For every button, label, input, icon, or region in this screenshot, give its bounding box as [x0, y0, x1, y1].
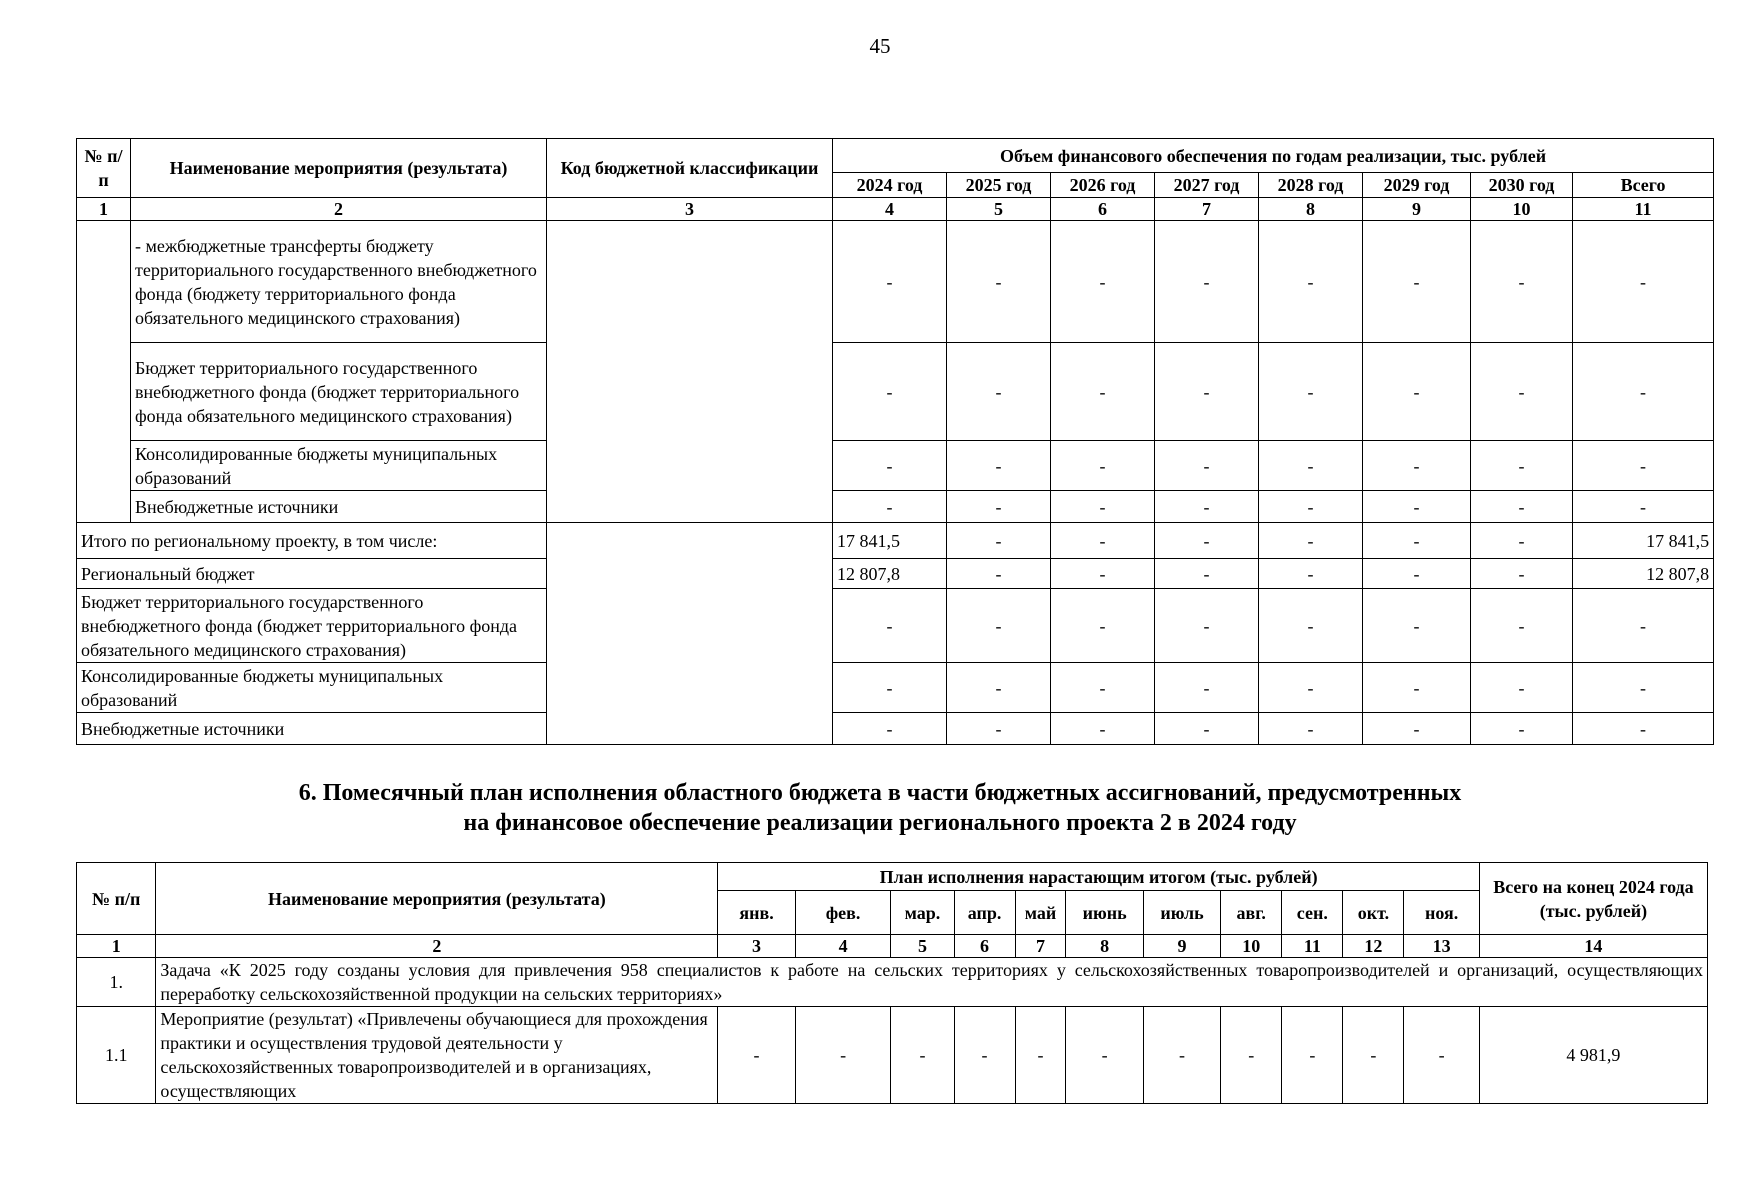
row-value: -: [947, 663, 1051, 713]
month-value: -: [1066, 1007, 1143, 1104]
column-number: 2: [131, 198, 547, 221]
month-value: -: [1404, 1007, 1479, 1104]
header-year: 2025 год: [947, 173, 1051, 198]
row-value: -: [947, 523, 1051, 559]
column-number: 3: [547, 198, 833, 221]
row-value: -: [1363, 343, 1471, 441]
column-number: 3: [718, 935, 795, 958]
row-value: -: [1051, 221, 1155, 343]
column-number: 7: [1015, 935, 1066, 958]
task-text: Задача «К 2025 году созданы условия для привлечения 958 специалистов к работе на сельских территориях у сельскохозяйственных товаропроизводителей и организаций, осуществляющих переработку сельскохозяйственной продукции на сельских территориях»: [156, 958, 1708, 1007]
row-value: -: [1573, 589, 1714, 663]
event-num: 1.1: [77, 1007, 156, 1104]
row-value: -: [1573, 663, 1714, 713]
header-month: янв.: [718, 891, 795, 935]
row-name: Консолидированные бюджеты муниципальных образований: [77, 663, 547, 713]
header-month: фев.: [795, 891, 891, 935]
header-year: 2028 год: [1259, 173, 1363, 198]
table-row: [77, 559, 1714, 589]
row-value: -: [1155, 491, 1259, 523]
row-value: -: [1363, 441, 1471, 491]
month-value: -: [1221, 1007, 1282, 1104]
row-value: -: [1471, 663, 1573, 713]
table-row: [77, 491, 1714, 523]
header-year: 2027 год: [1155, 173, 1259, 198]
row-value: -: [1051, 441, 1155, 491]
event-text: Мероприятие (результат) «Привлечены обучающиеся для прохождения практики и осуществления трудовой деятельности у сельскохозяйственных товаропроизводителей и в организациях, осуществляющих: [156, 1007, 718, 1104]
row-value: 12 807,8: [833, 559, 947, 589]
table-row: [77, 1007, 1708, 1104]
row-value: -: [1051, 713, 1155, 745]
row-value: -: [1363, 491, 1471, 523]
row-name: Бюджет территориального государственного внебюджетного фонда (бюджет территориального фонда обязательного медицинского страхования): [77, 589, 547, 663]
month-value: -: [1282, 1007, 1343, 1104]
column-number: 13: [1404, 935, 1479, 958]
row-value: -: [1051, 523, 1155, 559]
row-value: -: [1259, 663, 1363, 713]
column-number: 8: [1259, 198, 1363, 221]
row-value: -: [1259, 713, 1363, 745]
month-value: -: [1343, 1007, 1404, 1104]
column-number: 6: [954, 935, 1015, 958]
row-value: -: [1363, 589, 1471, 663]
row-value: -: [1051, 589, 1155, 663]
row-value: -: [1363, 663, 1471, 713]
empty-num-cell: [77, 221, 131, 523]
header-year: 2030 год: [1471, 173, 1573, 198]
month-value: -: [1015, 1007, 1066, 1104]
column-number: 4: [795, 935, 891, 958]
column-number: 10: [1221, 935, 1282, 958]
event-total: 4 981,9: [1479, 1007, 1707, 1104]
row-value: -: [1363, 523, 1471, 559]
table-row: [77, 221, 1714, 343]
row-value: -: [1051, 491, 1155, 523]
header-total: Всего на конец 2024 года (тыс. рублей): [1479, 863, 1707, 935]
row-value: -: [1155, 441, 1259, 491]
column-number: 11: [1282, 935, 1343, 958]
row-value: -: [1471, 559, 1573, 589]
row-value: -: [1051, 663, 1155, 713]
header-month: июль: [1143, 891, 1220, 935]
row-value: -: [1363, 559, 1471, 589]
row-value: -: [947, 221, 1051, 343]
header-year: 2024 год: [833, 173, 947, 198]
row-name: Консолидированные бюджеты муниципальных образований: [131, 441, 547, 491]
header-volume: Объем финансового обеспечения по годам реализации, тыс. рублей: [833, 139, 1714, 173]
row-value: -: [947, 559, 1051, 589]
header-month: ноя.: [1404, 891, 1479, 935]
row-value: -: [1051, 559, 1155, 589]
row-value: -: [1155, 663, 1259, 713]
header-month: мар.: [891, 891, 954, 935]
header-year: 2026 год: [1051, 173, 1155, 198]
header-month: июнь: [1066, 891, 1143, 935]
month-value: -: [718, 1007, 795, 1104]
row-value: -: [1051, 343, 1155, 441]
table-row: [77, 589, 1714, 663]
column-number: 6: [1051, 198, 1155, 221]
row-name: Региональный бюджет: [77, 559, 547, 589]
section-title: [0, 778, 1760, 838]
row-value: -: [1259, 589, 1363, 663]
table-row: [77, 713, 1714, 745]
month-value: -: [1143, 1007, 1220, 1104]
row-value: -: [1471, 441, 1573, 491]
row-value: -: [833, 221, 947, 343]
row-value: -: [1155, 559, 1259, 589]
header-year: 2029 год: [1363, 173, 1471, 198]
page-number: 45: [869, 34, 891, 58]
header-code: Код бюджетной классификации: [547, 139, 833, 198]
empty-code-cell: [547, 221, 833, 523]
row-value: -: [947, 441, 1051, 491]
header-plan: План исполнения нарастающим итогом (тыс. рублей): [718, 863, 1480, 891]
row-value: -: [947, 343, 1051, 441]
section-title-line: 6. Помесячный план исполнения областного бюджета в части бюджетных ассигнований, предусмотренных: [298, 780, 1462, 806]
row-value: -: [1155, 221, 1259, 343]
row-value: -: [1363, 713, 1471, 745]
row-value: -: [1259, 523, 1363, 559]
column-number: 10: [1471, 198, 1573, 221]
row-value: -: [1573, 441, 1714, 491]
row-name: - межбюджетные трансферты бюджету территориального государственного внебюджетного фонда (бюджету территориального фонда обязательного медицинского страхования): [131, 221, 547, 343]
row-value: -: [1155, 589, 1259, 663]
row-value: -: [1259, 491, 1363, 523]
row-value: -: [833, 441, 947, 491]
row-value: -: [833, 713, 947, 745]
row-name: Внебюджетные источники: [131, 491, 547, 523]
row-value: 12 807,8: [1573, 559, 1714, 589]
header-month: окт.: [1343, 891, 1404, 935]
row-value: -: [833, 343, 947, 441]
table-row: [77, 523, 1714, 559]
month-value: -: [891, 1007, 954, 1104]
row-value: -: [947, 589, 1051, 663]
table-row: [77, 958, 1708, 1007]
row-value: 17 841,5: [1573, 523, 1714, 559]
row-value: -: [1259, 441, 1363, 491]
row-value: -: [1471, 221, 1573, 343]
row-value: -: [833, 663, 947, 713]
row-name: Итого по региональному проекту, в том числе:: [77, 523, 547, 559]
header-num: № п/п: [77, 863, 156, 935]
column-number: 1: [77, 198, 131, 221]
row-value: -: [1259, 221, 1363, 343]
row-value: -: [1471, 491, 1573, 523]
row-value: -: [947, 491, 1051, 523]
column-number: 5: [891, 935, 954, 958]
table-row: [77, 343, 1714, 441]
column-number: 4: [833, 198, 947, 221]
row-name: Внебюджетные источники: [77, 713, 547, 745]
column-number: 9: [1363, 198, 1471, 221]
row-value: -: [1259, 559, 1363, 589]
empty-code-cell: [547, 523, 833, 745]
row-value: -: [1471, 589, 1573, 663]
column-number: 5: [947, 198, 1051, 221]
row-value: -: [1471, 523, 1573, 559]
header-name: Наименование мероприятия (результата): [131, 139, 547, 198]
header-name: Наименование мероприятия (результата): [156, 863, 718, 935]
month-value: -: [954, 1007, 1015, 1104]
row-value: -: [1471, 713, 1573, 745]
row-value: -: [1259, 343, 1363, 441]
row-value: -: [1573, 343, 1714, 441]
row-value: -: [947, 713, 1051, 745]
row-value: -: [833, 491, 947, 523]
table-row: [77, 663, 1714, 713]
row-value: -: [1573, 713, 1714, 745]
table-row: [77, 441, 1714, 491]
row-value: -: [1155, 343, 1259, 441]
header-month: апр.: [954, 891, 1015, 935]
header-month: сен.: [1282, 891, 1343, 935]
column-number: 12: [1343, 935, 1404, 958]
header-month: май: [1015, 891, 1066, 935]
row-value: -: [1471, 343, 1573, 441]
row-name: Бюджет территориального государственного внебюджетного фонда (бюджет территориального фонда обязательного медицинского страхования): [131, 343, 547, 441]
financing-table: [76, 138, 1714, 745]
row-value: -: [1155, 713, 1259, 745]
monthly-plan-table: [76, 862, 1708, 1104]
column-number: 7: [1155, 198, 1259, 221]
row-value: -: [833, 589, 947, 663]
row-value: -: [1573, 491, 1714, 523]
column-number: 14: [1479, 935, 1707, 958]
month-value: -: [795, 1007, 891, 1104]
header-total: Всего: [1573, 173, 1714, 198]
header-month: авг.: [1221, 891, 1282, 935]
column-number: 8: [1066, 935, 1143, 958]
row-value: -: [1155, 523, 1259, 559]
column-number: 11: [1573, 198, 1714, 221]
task-num: 1.: [77, 958, 156, 1007]
row-value: -: [1573, 221, 1714, 343]
column-number: 2: [156, 935, 718, 958]
row-value: -: [1363, 221, 1471, 343]
section-title-line: на финансовое обеспечение реализации регионального проекта 2 в 2024 году: [463, 810, 1297, 836]
column-number: 1: [77, 935, 156, 958]
column-number: 9: [1143, 935, 1220, 958]
row-value: 17 841,5: [833, 523, 947, 559]
header-num: № п/п: [77, 139, 131, 198]
